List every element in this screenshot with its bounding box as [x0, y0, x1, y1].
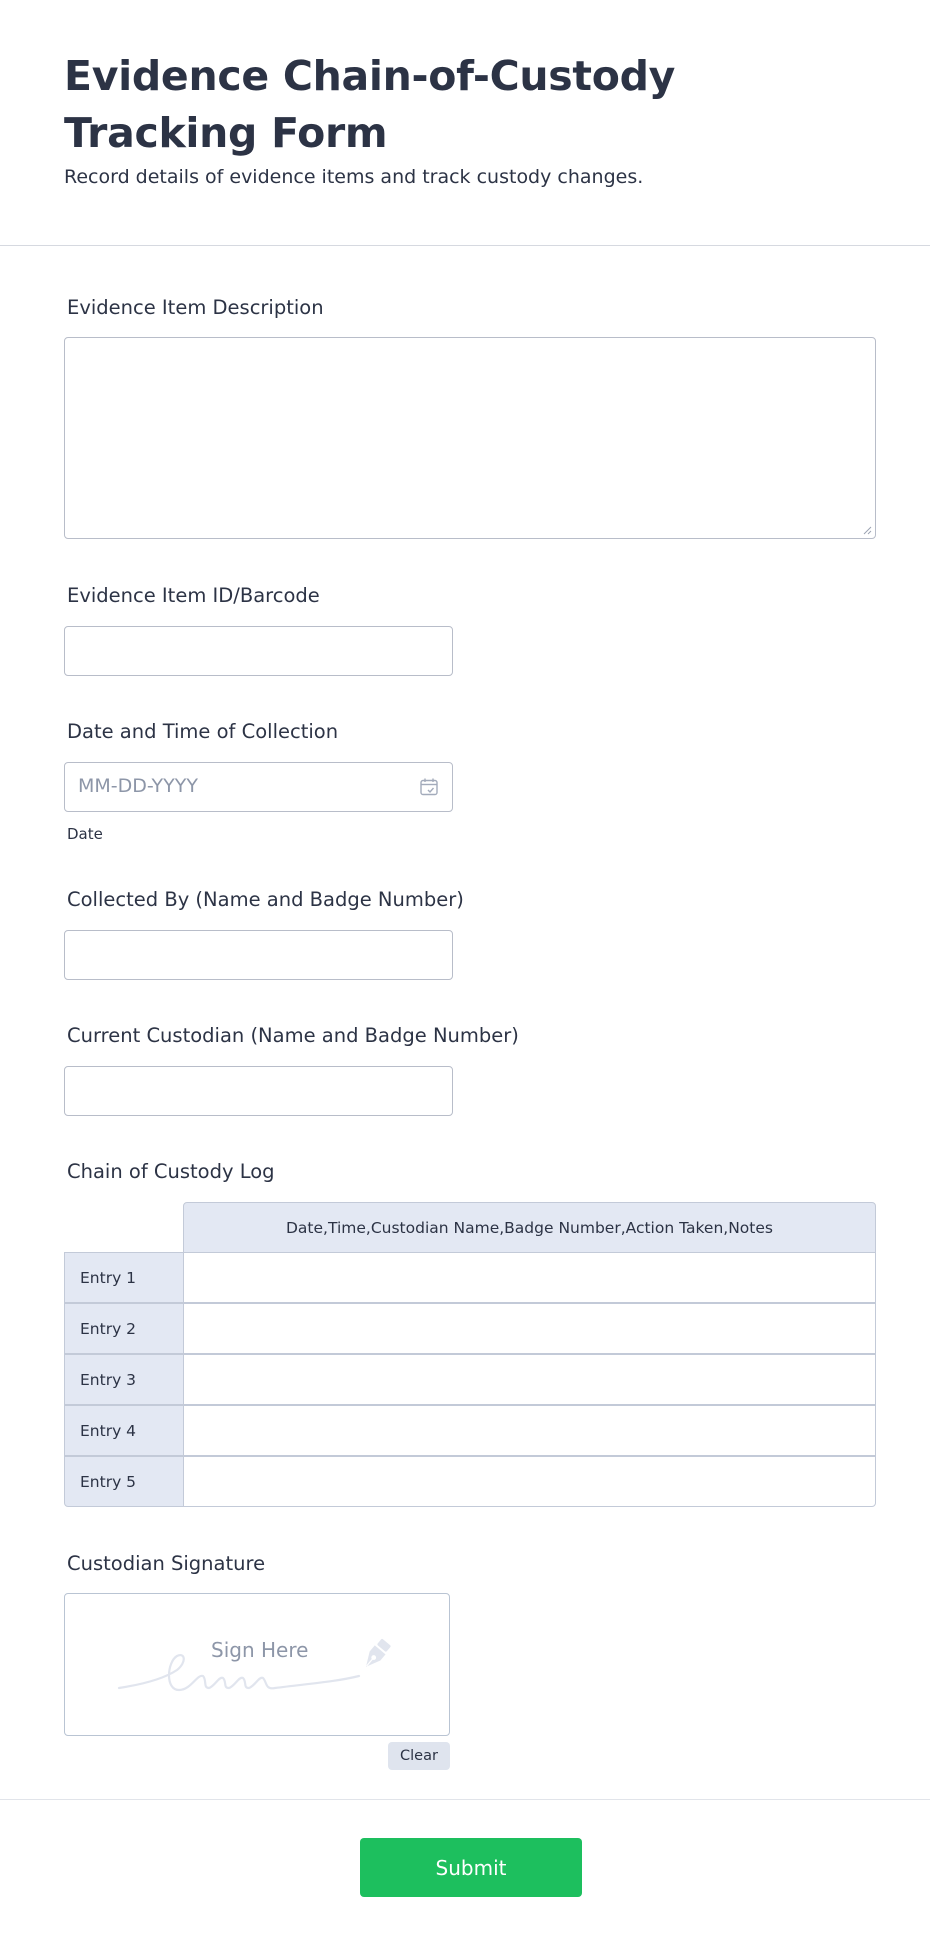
matrix-cell-entry-5[interactable] — [183, 1456, 876, 1507]
date-placeholder: MM-DD-YYYY — [78, 775, 198, 797]
custody-log-matrix — [64, 1202, 876, 1506]
description-label: Evidence Item Description — [67, 296, 324, 319]
form-subtitle: Record details of evidence items and track custody changes. — [64, 166, 644, 188]
clear-signature-button[interactable]: Clear — [388, 1742, 450, 1770]
sign-here-hint: Sign Here — [211, 1638, 309, 1662]
description-textarea[interactable] — [64, 337, 876, 539]
matrix-cell-entry-4[interactable] — [183, 1405, 876, 1456]
collected-by-input[interactable] — [64, 930, 453, 980]
current-custodian-input[interactable] — [64, 1066, 453, 1116]
submit-button[interactable]: Submit — [360, 1838, 582, 1897]
collection-date-input[interactable] — [64, 762, 453, 812]
signature-label: Custodian Signature — [67, 1552, 266, 1575]
matrix-row-label: Entry 1 — [64, 1252, 184, 1303]
calendar-icon[interactable] — [419, 777, 439, 797]
current-custodian-label: Current Custodian (Name and Badge Number) — [67, 1024, 519, 1047]
matrix-column-header: Date,Time,Custodian Name,Badge Number,Action Taken,Notes — [183, 1202, 876, 1253]
custody-log-label: Chain of Custody Log — [67, 1160, 275, 1183]
matrix-cell-entry-1[interactable] — [183, 1252, 876, 1303]
resize-grip-icon[interactable] — [863, 526, 872, 535]
item-id-label: Evidence Item ID/Barcode — [67, 584, 320, 607]
collected-by-label: Collected By (Name and Badge Number) — [67, 888, 464, 911]
matrix-cell-entry-3[interactable] — [183, 1354, 876, 1405]
form-title: Evidence Chain-of-Custody Tracking Form — [64, 52, 676, 157]
matrix-cell-entry-2[interactable] — [183, 1303, 876, 1354]
matrix-row-label: Entry 3 — [64, 1354, 184, 1405]
signature-pad[interactable] — [64, 1593, 450, 1736]
footer-divider — [0, 1799, 930, 1800]
collection-date-label: Date and Time of Collection — [67, 720, 339, 743]
matrix-row-label: Entry 2 — [64, 1303, 184, 1354]
matrix-row-label: Entry 4 — [64, 1405, 184, 1456]
form-header — [0, 0, 930, 246]
item-id-input[interactable] — [64, 626, 453, 676]
pen-nib-icon — [355, 1636, 395, 1676]
date-sublabel: Date — [67, 825, 103, 843]
matrix-row-label: Entry 5 — [64, 1456, 184, 1507]
